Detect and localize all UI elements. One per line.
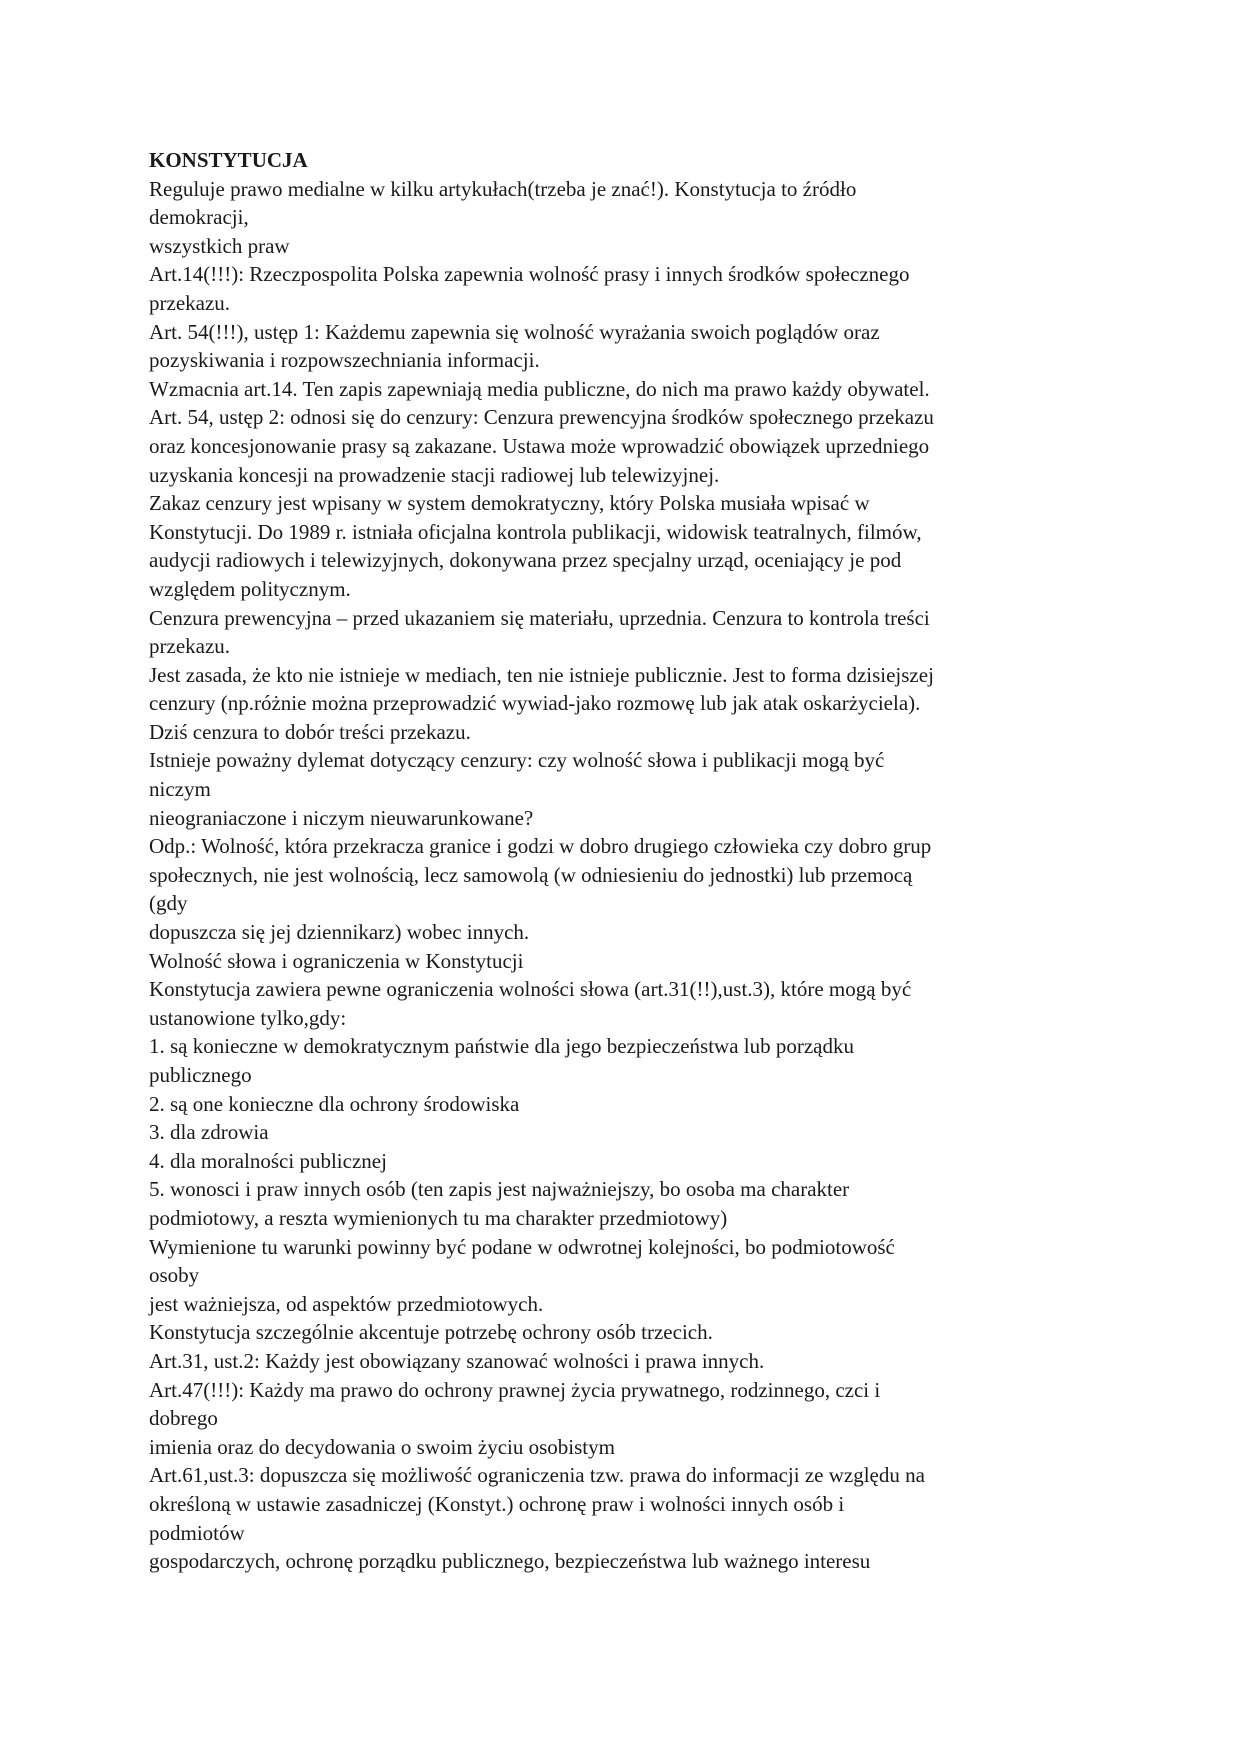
text-line: jest ważniejsza, od aspektów przedmiotowych.	[149, 1291, 544, 1316]
text-line: Wymienione tu warunki powinny być podane w odwrotnej kolejności, bo podmiotowość	[149, 1234, 895, 1259]
text-line: 3. dla zdrowia	[149, 1120, 269, 1145]
text-line: Art.31, ust.2: Każdy jest obowiązany szanować wolności i prawa innych.	[149, 1348, 765, 1373]
text-line: dobrego	[149, 1406, 218, 1431]
text-line: Art.14(!!!): Rzeczpospolita Polska zapewnia wolność prasy i innych środków społecznego	[149, 262, 910, 287]
text-line: Dziś cenzura to dobór treści przekazu.	[149, 719, 471, 744]
text-line: osoby	[149, 1263, 200, 1288]
text-line: Art. 54(!!!), ustęp 1: Każdemu zapewnia się wolność wyrażania swoich poglądów oraz	[149, 319, 880, 344]
text-line: Zakaz cenzury jest wpisany w system demokratyczny, który Polska musiała wpisać w	[149, 491, 870, 516]
text-line: Art.61,ust.3: dopuszcza się możliwość ograniczenia tzw. prawa do informacji ze względu na	[149, 1463, 925, 1488]
text-line: nieograniaczone i niczym nieuwarunkowane?	[149, 805, 534, 830]
document-body	[149, 175, 1099, 1576]
text-line: dopuszcza się jej dziennikarz) wobec innych.	[149, 920, 530, 945]
text-line: publicznego	[149, 1063, 252, 1087]
text-line: demokracji,	[149, 205, 249, 230]
text-line: (gdy	[149, 891, 188, 916]
text-line: 2. są one konieczne dla ochrony środowiska	[149, 1091, 520, 1116]
text-line: przekazu.	[149, 290, 231, 315]
document-title: KONSTYTUCJA	[149, 148, 308, 172]
text-line: podmiotów	[149, 1520, 245, 1545]
text-line: 1. są konieczne w demokratycznym państwie dla jego bezpieczeństwa lub porządku	[149, 1034, 854, 1059]
text-line: oraz koncesjonowanie prasy są zakazane. Ustawa może wprowadzić obowiązek uprzedniego	[149, 433, 930, 458]
text-line: niczym	[149, 777, 211, 802]
text-line: imienia oraz do decydowania o swoim życiu osobistym	[149, 1434, 615, 1459]
text-line: Art.47(!!!): Każdy ma prawo do ochrony prawnej życia prywatnego, rodzinnego, czci i	[149, 1377, 881, 1402]
text-line: uzyskania koncesji na prowadzenie stacji radiowej lub telewizyjnej.	[149, 462, 720, 487]
text-line: Konstytucja szczególnie akcentuje potrzebę ochrony osób trzecich.	[149, 1320, 713, 1345]
text-line: Wolność słowa i ograniczenia w Konstytucji	[149, 948, 524, 973]
text-line: Art. 54, ustęp 2: odnosi się do cenzury: Cenzura prewencyjna środków społecznego przekazu	[149, 405, 934, 430]
text-line: Istnieje poważny dylemat dotyczący cenzury: czy wolność słowa i publikacji mogą być	[149, 748, 885, 773]
text-line: społecznych, nie jest wolnością, lecz samowolą (w odniesieniu do jednostki) lub przemocą	[149, 862, 913, 887]
text-line: Konstytucja zawiera pewne ograniczenia wolności słowa (art.31(!!),ust.3), które mogą być	[149, 977, 912, 1002]
text-line: Cenzura prewencyjna – przed ukazaniem się materiału, uprzednia. Cenzura to kontrola treści	[149, 605, 930, 630]
text-line: audycji radiowych i telewizyjnych, dokonywana przez specjalny urząd, oceniający je pod	[149, 548, 902, 573]
text-line: 4. dla moralności publicznej	[149, 1148, 387, 1173]
text-line: 5. wonosci i praw innych osób (ten zapis jest najważniejszy, bo osoba ma charakter	[149, 1177, 850, 1202]
text-line: względem politycznym.	[149, 576, 351, 601]
text-line: gospodarczych, ochronę porządku publicznego, bezpieczeństwa lub ważnego interesu	[149, 1549, 871, 1574]
text-line: pozyskiwania i rozpowszechniania informacji.	[149, 348, 540, 373]
text-line: Konstytucji. Do 1989 r. istniała oficjalna kontrola publikacji, widowisk teatralnych, filmów,	[149, 519, 922, 544]
text-line: Wzmacnia art.14. Ten zapis zapewniają media publiczne, do nich ma prawo każdy obywatel.	[149, 376, 930, 401]
text-line: cenzury (np.różnie można przeprowadzić wywiad-jako rozmowę lub jak atak oskarżyciela).	[149, 691, 921, 716]
document-page	[149, 146, 1099, 1576]
text-line: Odp.: Wolność, która przekracza granice i godzi w dobro drugiego człowieka czy dobro grup	[149, 834, 932, 859]
text-line: wszystkich praw	[149, 233, 290, 258]
text-line: ustanowione tylko,gdy:	[149, 1005, 347, 1030]
text-line: określoną w ustawie zasadniczej (Konstyt.) ochronę praw i wolności innych osób i	[149, 1491, 845, 1516]
text-line: przekazu.	[149, 634, 231, 659]
text-line: Jest zasada, że kto nie istnieje w mediach, ten nie istnieje publicznie. Jest to forma dzisiejszej	[149, 662, 934, 687]
text-line: podmiotowy, a reszta wymienionych tu ma charakter przedmiotowy)	[149, 1205, 728, 1230]
text-line: Reguluje prawo medialne w kilku artykułach(trzeba je znać!). Konstytucja to źródło	[149, 176, 857, 201]
